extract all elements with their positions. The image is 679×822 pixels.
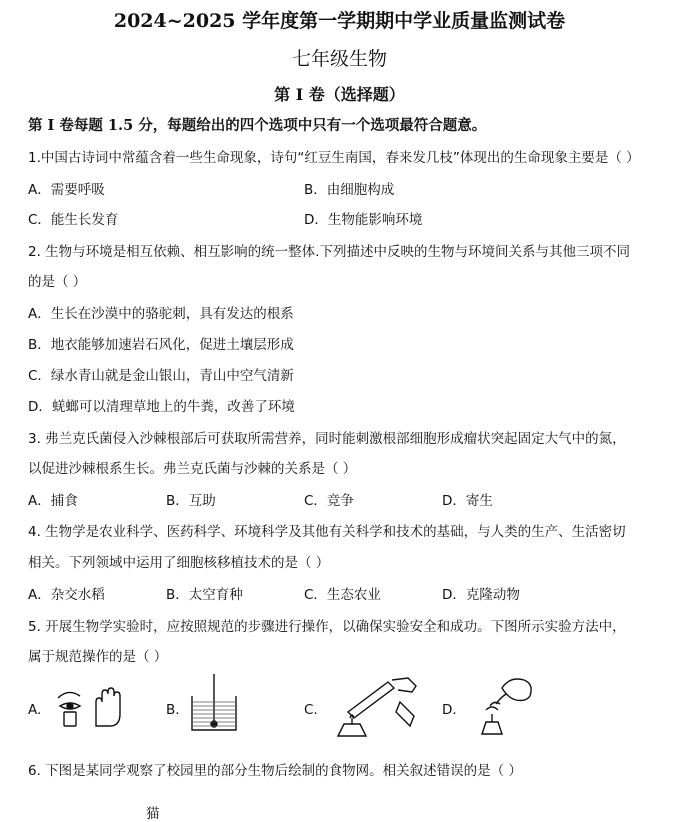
question-2-stem-line1: 2. 生物与环境是相互依赖、相互影响的统一整体.下列描述中反映的生物与环境间关系与其他三项不同 <box>28 244 630 260</box>
q4-option-d[interactable]: D．克隆动物 <box>442 587 520 603</box>
eye-and-hand-figure <box>52 680 124 730</box>
question-5-stem-line2: 属于规范操作的是（ ） <box>28 649 168 665</box>
beaker-thermometer-figure <box>186 672 242 734</box>
q4-option-c[interactable]: C．生态农业 <box>304 587 381 603</box>
q2-option-a[interactable]: A．生长在沙漠中的骆驼刺，具有发达的根系 <box>28 306 294 322</box>
question-6-stem: 6. 下图是某同学观察了校园里的部分生物后绘制的食物网。相关叙述错误的是（ ） <box>28 763 522 779</box>
q3-option-b[interactable]: B．互助 <box>166 493 216 509</box>
q3-option-a[interactable]: A．捕食 <box>28 493 78 509</box>
question-5-stem-line1: 5. 开展生物学实验时，应按照规范的步骤进行操作，以确保实验安全和成功。下图所示实验方法中， <box>28 619 626 635</box>
question-3-stem-line1: 3. 弗兰克氏菌侵入沙棘根部后可获取所需营养，同时能刺激根部细胞形成瘤状突起固定大气中的氮， <box>28 431 626 447</box>
q3-option-d[interactable]: D．寄生 <box>442 493 493 509</box>
q5-option-b[interactable]: B. <box>166 702 180 718</box>
subject-title: 七年级生物 <box>291 48 387 70</box>
q2-option-c[interactable]: C．绿水青山就是金山银山，青山中空气清新 <box>28 368 294 384</box>
question-4-stem-line1: 4. 生物学是农业科学、医药科学、环境科学及其他有关科学和技术的基础，与人类的生产、生活密切 <box>28 524 626 540</box>
question-3-stem-line2: 以促进沙棘根系生长。弗兰克氏菌与沙棘的关系是（ ） <box>28 461 357 477</box>
instruction: 第 I 卷每题 1.5 分，每题给出的四个选项中只有一个选项最符合题意。 <box>28 117 487 134</box>
q1-option-b[interactable]: B．由细胞构成 <box>304 182 395 198</box>
q4-option-b[interactable]: B．太空育种 <box>166 587 243 603</box>
food-web-label-cat: 猫 <box>146 806 160 822</box>
q1-option-a[interactable]: A．需要呼吸 <box>28 182 105 198</box>
smelling-gas-figure <box>466 674 536 736</box>
q5-option-a[interactable]: A. <box>28 702 42 718</box>
exam-title: 2024~2025 学年度第一学期期中学业质量监测试卷 <box>113 10 566 32</box>
q5-option-c[interactable]: C. <box>304 702 318 718</box>
q1-option-c[interactable]: C．能生长发育 <box>28 212 119 228</box>
question-1-stem: 1.中国古诗词中常蕴含着一些生命现象，诗句“红豆生南国，春来发几枝”体现出的生命现象主要是（ ） <box>28 150 640 166</box>
question-2-stem-line2: 的是（ ） <box>28 274 87 290</box>
q1-option-d[interactable]: D．生物能影响环境 <box>304 212 423 228</box>
test-tube-heating-figure <box>330 672 420 738</box>
q5-option-d[interactable]: D. <box>442 702 457 718</box>
question-4-stem-line2: 相关。下列领域中运用了细胞核移植技术的是（ ） <box>28 555 330 571</box>
q2-option-b[interactable]: B．地衣能够加速岩石风化，促进土壤层形成 <box>28 337 294 353</box>
q4-option-a[interactable]: A．杂交水稻 <box>28 587 105 603</box>
q2-option-d[interactable]: D．蜣螂可以清理草地上的牛粪，改善了环境 <box>28 399 295 415</box>
q3-option-c[interactable]: C．竞争 <box>304 493 354 509</box>
section-title: 第 I 卷（选择题） <box>274 85 405 104</box>
